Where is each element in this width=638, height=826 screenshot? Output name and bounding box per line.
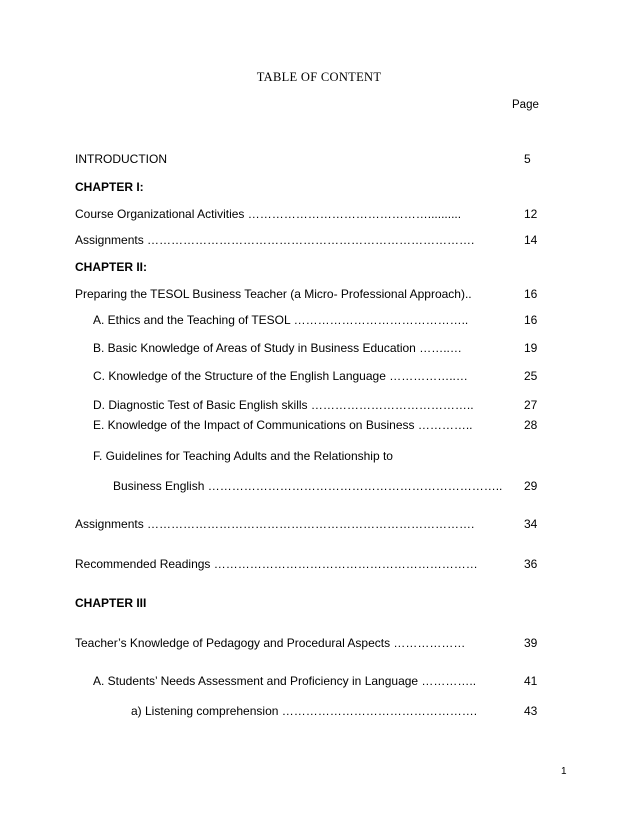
toc-entry: A. Ethics and the Teaching of TESOL ……………………………………..	[93, 313, 469, 327]
toc-entry: Preparing the TESOL Business Teacher (a Micro- Professional Approach)..	[75, 287, 472, 301]
toc-entry: D. Diagnostic Test of Basic English skills …………………………………..	[93, 398, 474, 412]
toc-page-number: 28	[524, 418, 538, 432]
toc-page-number: 16	[524, 287, 538, 301]
toc-heading-chapter-1: CHAPTER I:	[75, 180, 144, 194]
page-column-header: Page	[512, 99, 539, 111]
toc-entry: F. Guidelines for Teaching Adults and the Relationship to	[93, 449, 393, 463]
toc-page-number: 25	[524, 369, 538, 383]
toc-page-number: 39	[524, 636, 538, 650]
toc-entry: Assignments ……………………………………………………………………….	[75, 517, 475, 531]
toc-page-number: 14	[524, 233, 538, 247]
toc-heading-chapter-2: CHAPTER II:	[75, 260, 147, 274]
toc-entry: Teacher’s Knowledge of Pedagogy and Procedural Aspects ………………	[75, 636, 466, 650]
toc-entry: Course Organizational Activities ………………………………………..........	[75, 207, 462, 221]
toc-page-number: 27	[524, 398, 538, 412]
toc-heading-chapter-3: CHAPTER III	[75, 596, 147, 610]
toc-entry: C. Knowledge of the Structure of the English Language ……………..…	[93, 369, 468, 383]
toc-page-number: 29	[524, 479, 538, 493]
toc-page-number: 12	[524, 207, 538, 221]
toc-entry: B. Basic Knowledge of Areas of Study in Business Education ……..…	[93, 341, 462, 355]
toc-entry: A. Students’ Needs Assessment and Proficiency in Language …………..	[93, 674, 477, 688]
toc-entry: Business English ………………………………………………………………..	[113, 479, 503, 493]
toc-entry: a) Listening comprehension ………………………………………….	[131, 704, 478, 718]
page-footer-number: 1	[561, 766, 567, 777]
toc-page-number: 34	[524, 517, 538, 531]
toc-entry: E. Knowledge of the Impact of Communications on Business …………..	[93, 418, 473, 432]
toc-entry: Recommended Readings …………………………………………………………	[75, 557, 478, 571]
toc-entry-introduction: INTRODUCTION	[75, 152, 167, 166]
toc-page-number: 41	[524, 674, 538, 688]
toc-page-number: 5	[524, 152, 531, 166]
toc-page-number: 16	[524, 313, 538, 327]
toc-page-number: 36	[524, 557, 538, 571]
toc-entry: Assignments ……………………………………………………………………….	[75, 233, 475, 247]
toc-page-number: 43	[524, 704, 538, 718]
toc-title: TABLE OF CONTENT	[256, 70, 382, 84]
toc-page-number: 19	[524, 341, 538, 355]
